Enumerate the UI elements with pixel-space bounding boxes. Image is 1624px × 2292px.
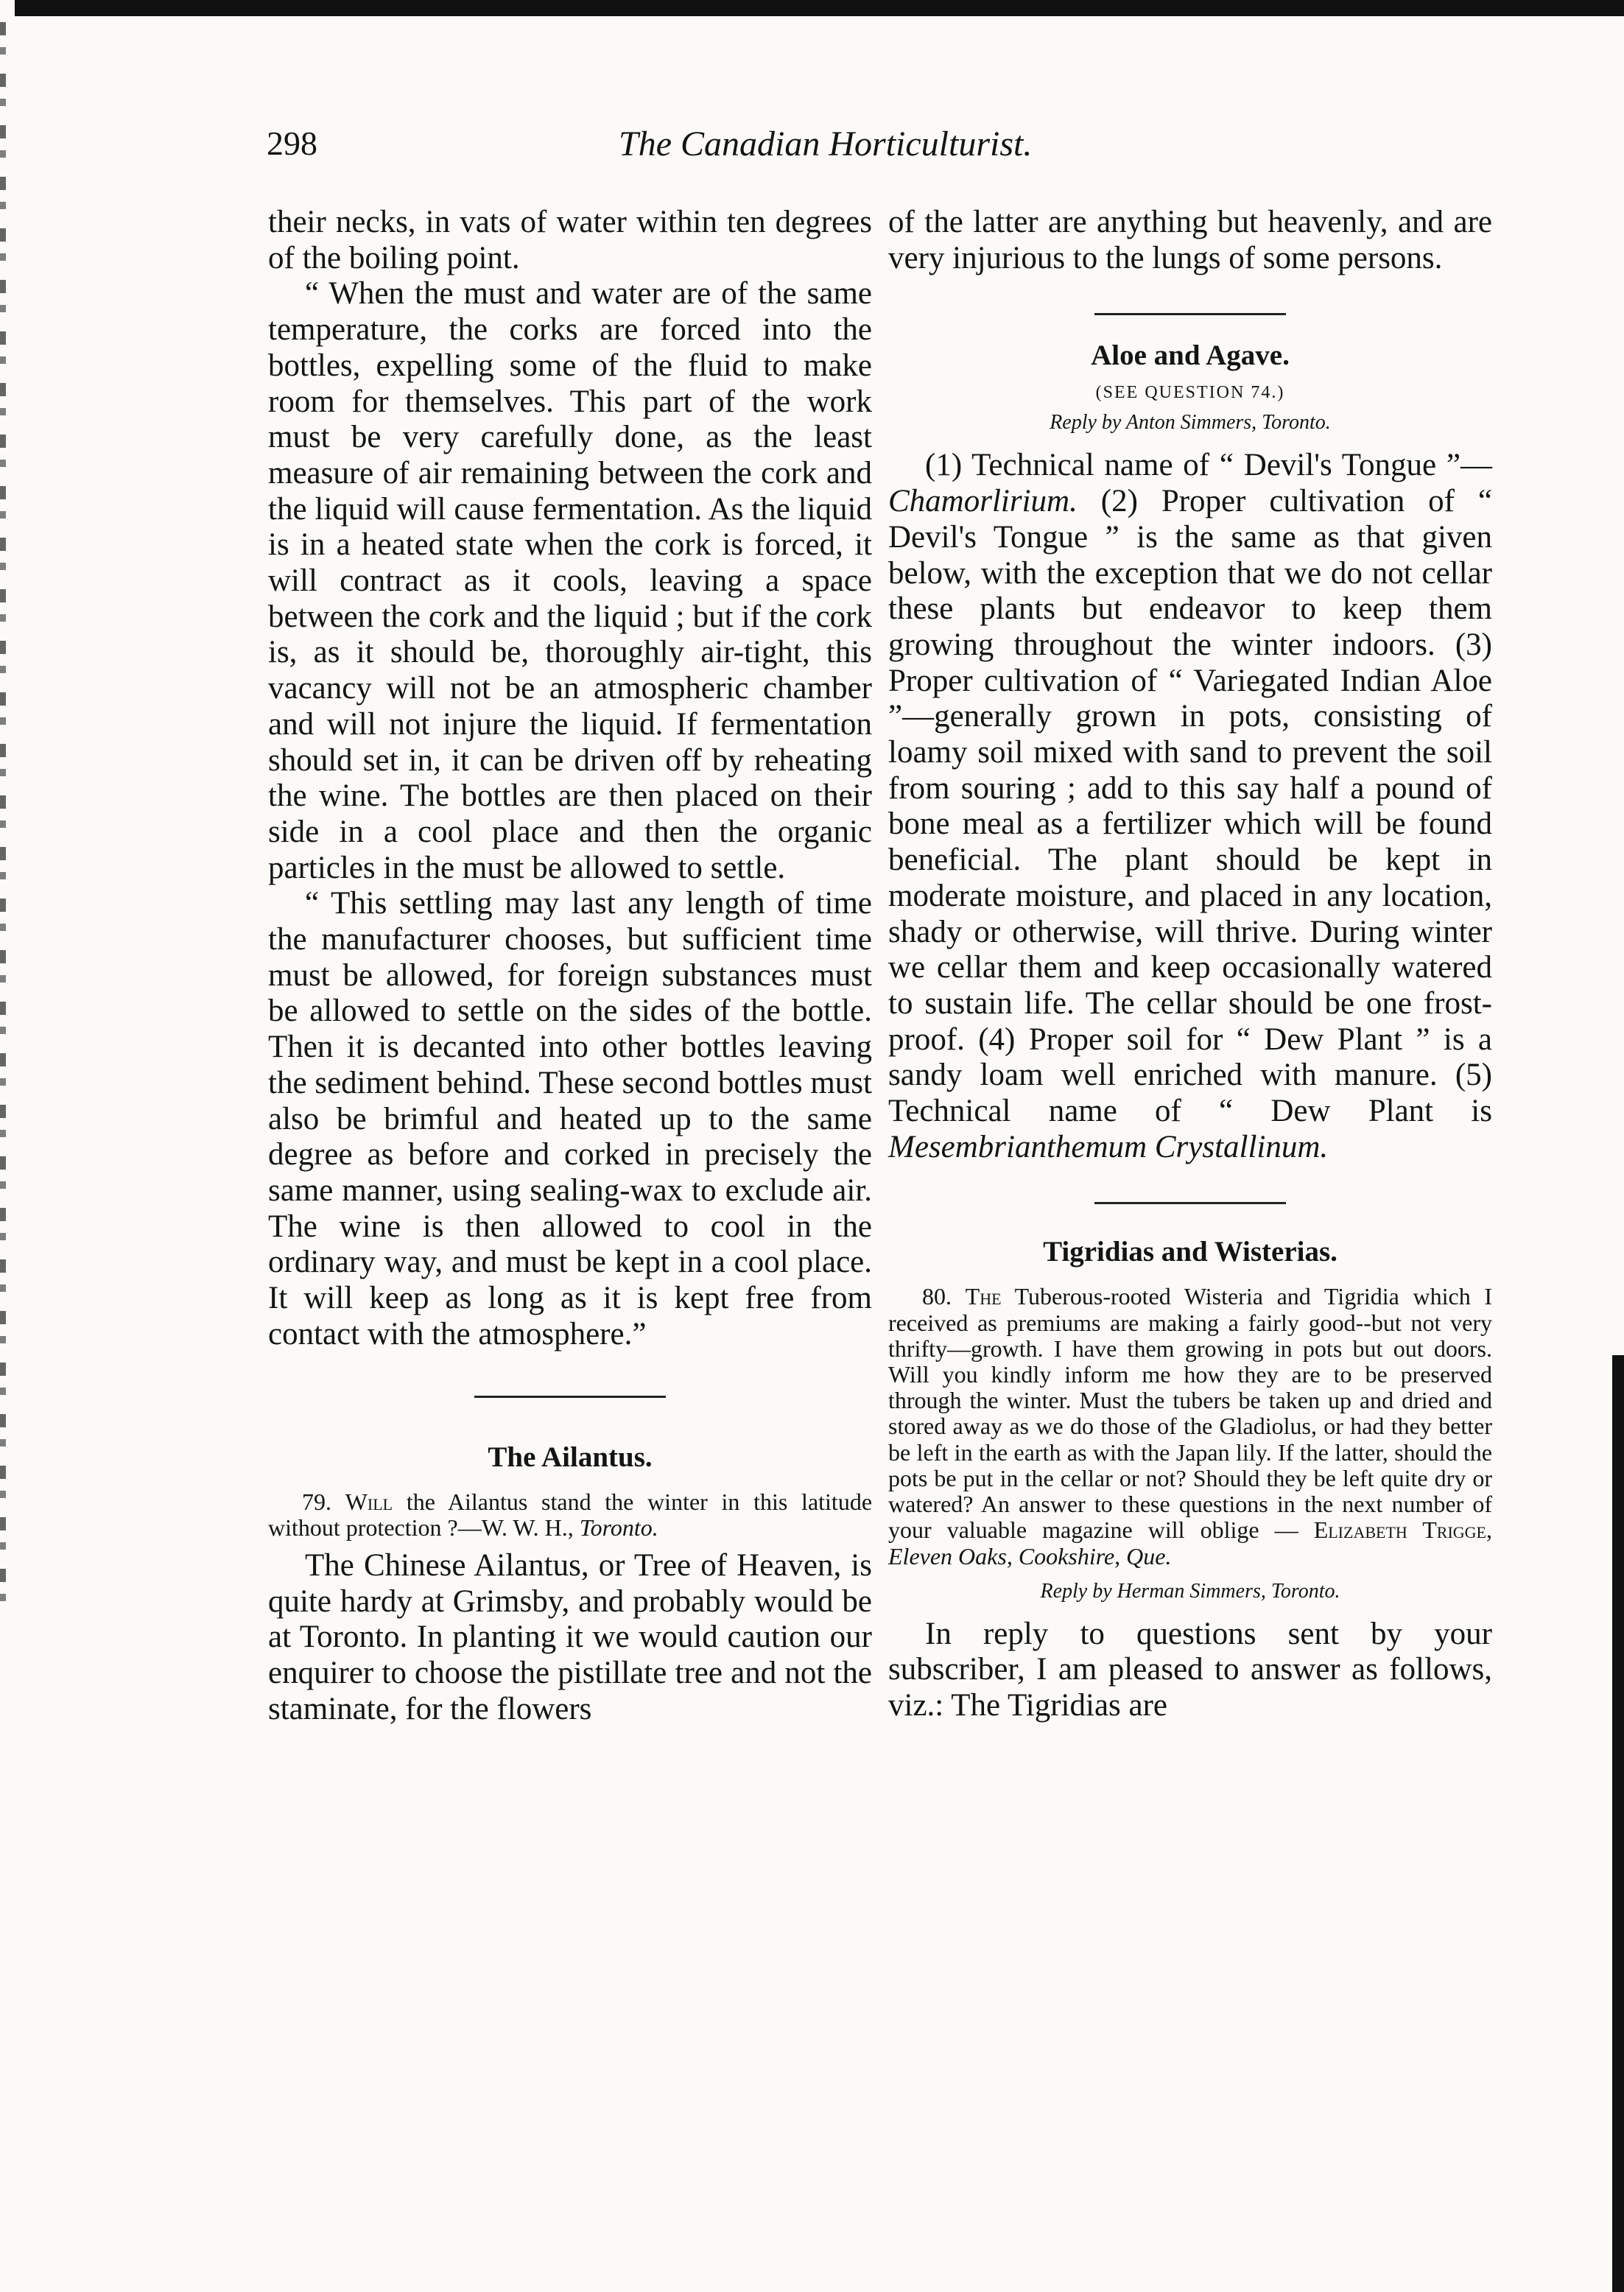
paragraph: of the latter are anything but heavenly, and are very injurious to the lungs of some persons.	[888, 205, 1492, 275]
section-divider	[1094, 1202, 1286, 1204]
question-text: the Ailantus stand the winter in this latitude without protection ?—W. W. H.,	[268, 1488, 873, 1541]
question-number: 79.	[302, 1488, 331, 1515]
section-divider	[474, 1396, 666, 1398]
question-79	[268, 1489, 872, 1541]
answer-italic: Chamorlirium.	[888, 484, 1078, 519]
reply-attribution: Reply by Herman Simmers, Toronto.	[1040, 1579, 1340, 1603]
reply-attribution: Reply by Anton Simmers, Toronto.	[1050, 411, 1331, 435]
section-heading-tigridias: Tigridias and Wisterias.	[1043, 1236, 1337, 1268]
question-text: Tuberous-rooted Wisteria and Tigridia which I received as premiums are making a fairly good--but not very thrifty—growth. I have them growing in pots but out doors. Will you kindly inform me how they are to be preserved through the winter. Must the tubers be taken up and dried and stored away as we do those of the Gladiolus, or had they better be left in the earth as with the Japan lily. If the latter, should the pots be put in the cellar or not? Should they be left quite dry or watered? An answer to these questions in the next number of your valuable magazine will oblige —	[888, 1283, 1492, 1544]
answer-paragraph: In reply to questions sent by your subscriber, I am pleased to answer as follows, viz.: The Tigridias are	[888, 1616, 1492, 1723]
question-reference: (SEE QUESTION 74.)	[1095, 383, 1285, 403]
section-divider	[1094, 313, 1286, 315]
running-title: The Canadian Horticulturist.	[619, 124, 1033, 164]
section-heading-ailantus: The Ailantus.	[488, 1441, 653, 1473]
answer-italic: Mesembrianthemum Crystallinum.	[888, 1129, 1329, 1164]
paragraph: “ When the must and water are of the same temperature, the corks are forced into the bottles, expelling some of the fluid to make room for themselves. This part of the work must be very carefully done, as the least measure of air remaining between the cork and the liquid will cause fermentation. As the liquid is in a heated state when the cork is forced, it will contract as it cools, leaving a space between the cork and the liquid ; but if the cork is, as it should be, thoroughly air-tight, this vacancy will not be an atmospheric chamber and will not injure the liquid. If fermentation should set in, it can be driven off by reheating the wine. The bottles are then placed on their side in a cool place and then the organic particles in the must be allowed to settle.	[268, 276, 872, 885]
question-place: Toronto.	[579, 1514, 658, 1541]
question-lead: Will	[345, 1488, 393, 1515]
question-signature: Elizabeth Trigge,	[1313, 1516, 1492, 1544]
top-border-rule	[15, 0, 1624, 16]
paragraph: “ This settling may last any length of time the manufacturer chooses, but sufficient time must be allowed, for foreign substances must be allowed to settle on the sides of the bottle. Then it is decanted into other bottles leaving the sediment behind. These second bottles must also be brimful and heated up to the same degree as before and corked in precisely the same manner, using sealing-wax to exclude air. The wine is then allowed to cool in the ordinary way, and must be kept in a cool place. It will keep as long as it is kept free from contact with the atmosphere.”	[268, 886, 872, 1351]
paragraph: their necks, in vats of water within ten degrees of the boiling point.	[268, 205, 872, 275]
right-column	[888, 205, 1492, 1724]
answer-paragraph	[888, 448, 1492, 1165]
answer-text: (1) Technical name of “ Devil's Tongue ”—	[925, 448, 1492, 483]
question-lead: The	[965, 1283, 1002, 1310]
question-place: Eleven Oaks, Cookshire, Que.	[888, 1542, 1172, 1569]
answer-text: (2) Proper cultivation of “ Devil's Tongue ” is the same as that given below, with the exception that we do not cellar these plants but endeavor to keep them growing throughout the winter indoors. (3) Proper cultivation of “ Variegated Indian Aloe ”—generally grown in pots, consisting of loamy soil mixed with sand to prevent the soil from souring ; add to this say half a pound of bone meal as a fertilizer which will be found beneficial. The plant should be kept in moderate moisture, and placed in any location, shady or otherwise, will thrive. During winter we cellar them and keep occasionally watered to sustain life. The cellar should be one frost-proof. (4) Proper soil for “ Dew Plant ” is a sandy loam well enriched with manure. (5) Technical name of “ Dew Plant is	[888, 484, 1492, 1129]
answer-paragraph: The Chinese Ailantus, or Tree of Heaven, is quite hardy at Grimsby, and probably would be at Toronto. In planting it we would caution our enquirer to choose the pistillate tree and not the staminate, for the flowers	[268, 1547, 872, 1726]
section-heading-aloe: Aloe and Agave.	[1091, 340, 1290, 372]
left-column	[268, 205, 872, 1727]
right-page-edge	[1612, 1355, 1624, 2292]
page-number: 298	[267, 124, 317, 162]
question-number: 80.	[922, 1283, 952, 1310]
page-header	[0, 124, 1624, 175]
left-page-edge	[0, 22, 6, 1613]
question-80	[888, 1284, 1492, 1569]
